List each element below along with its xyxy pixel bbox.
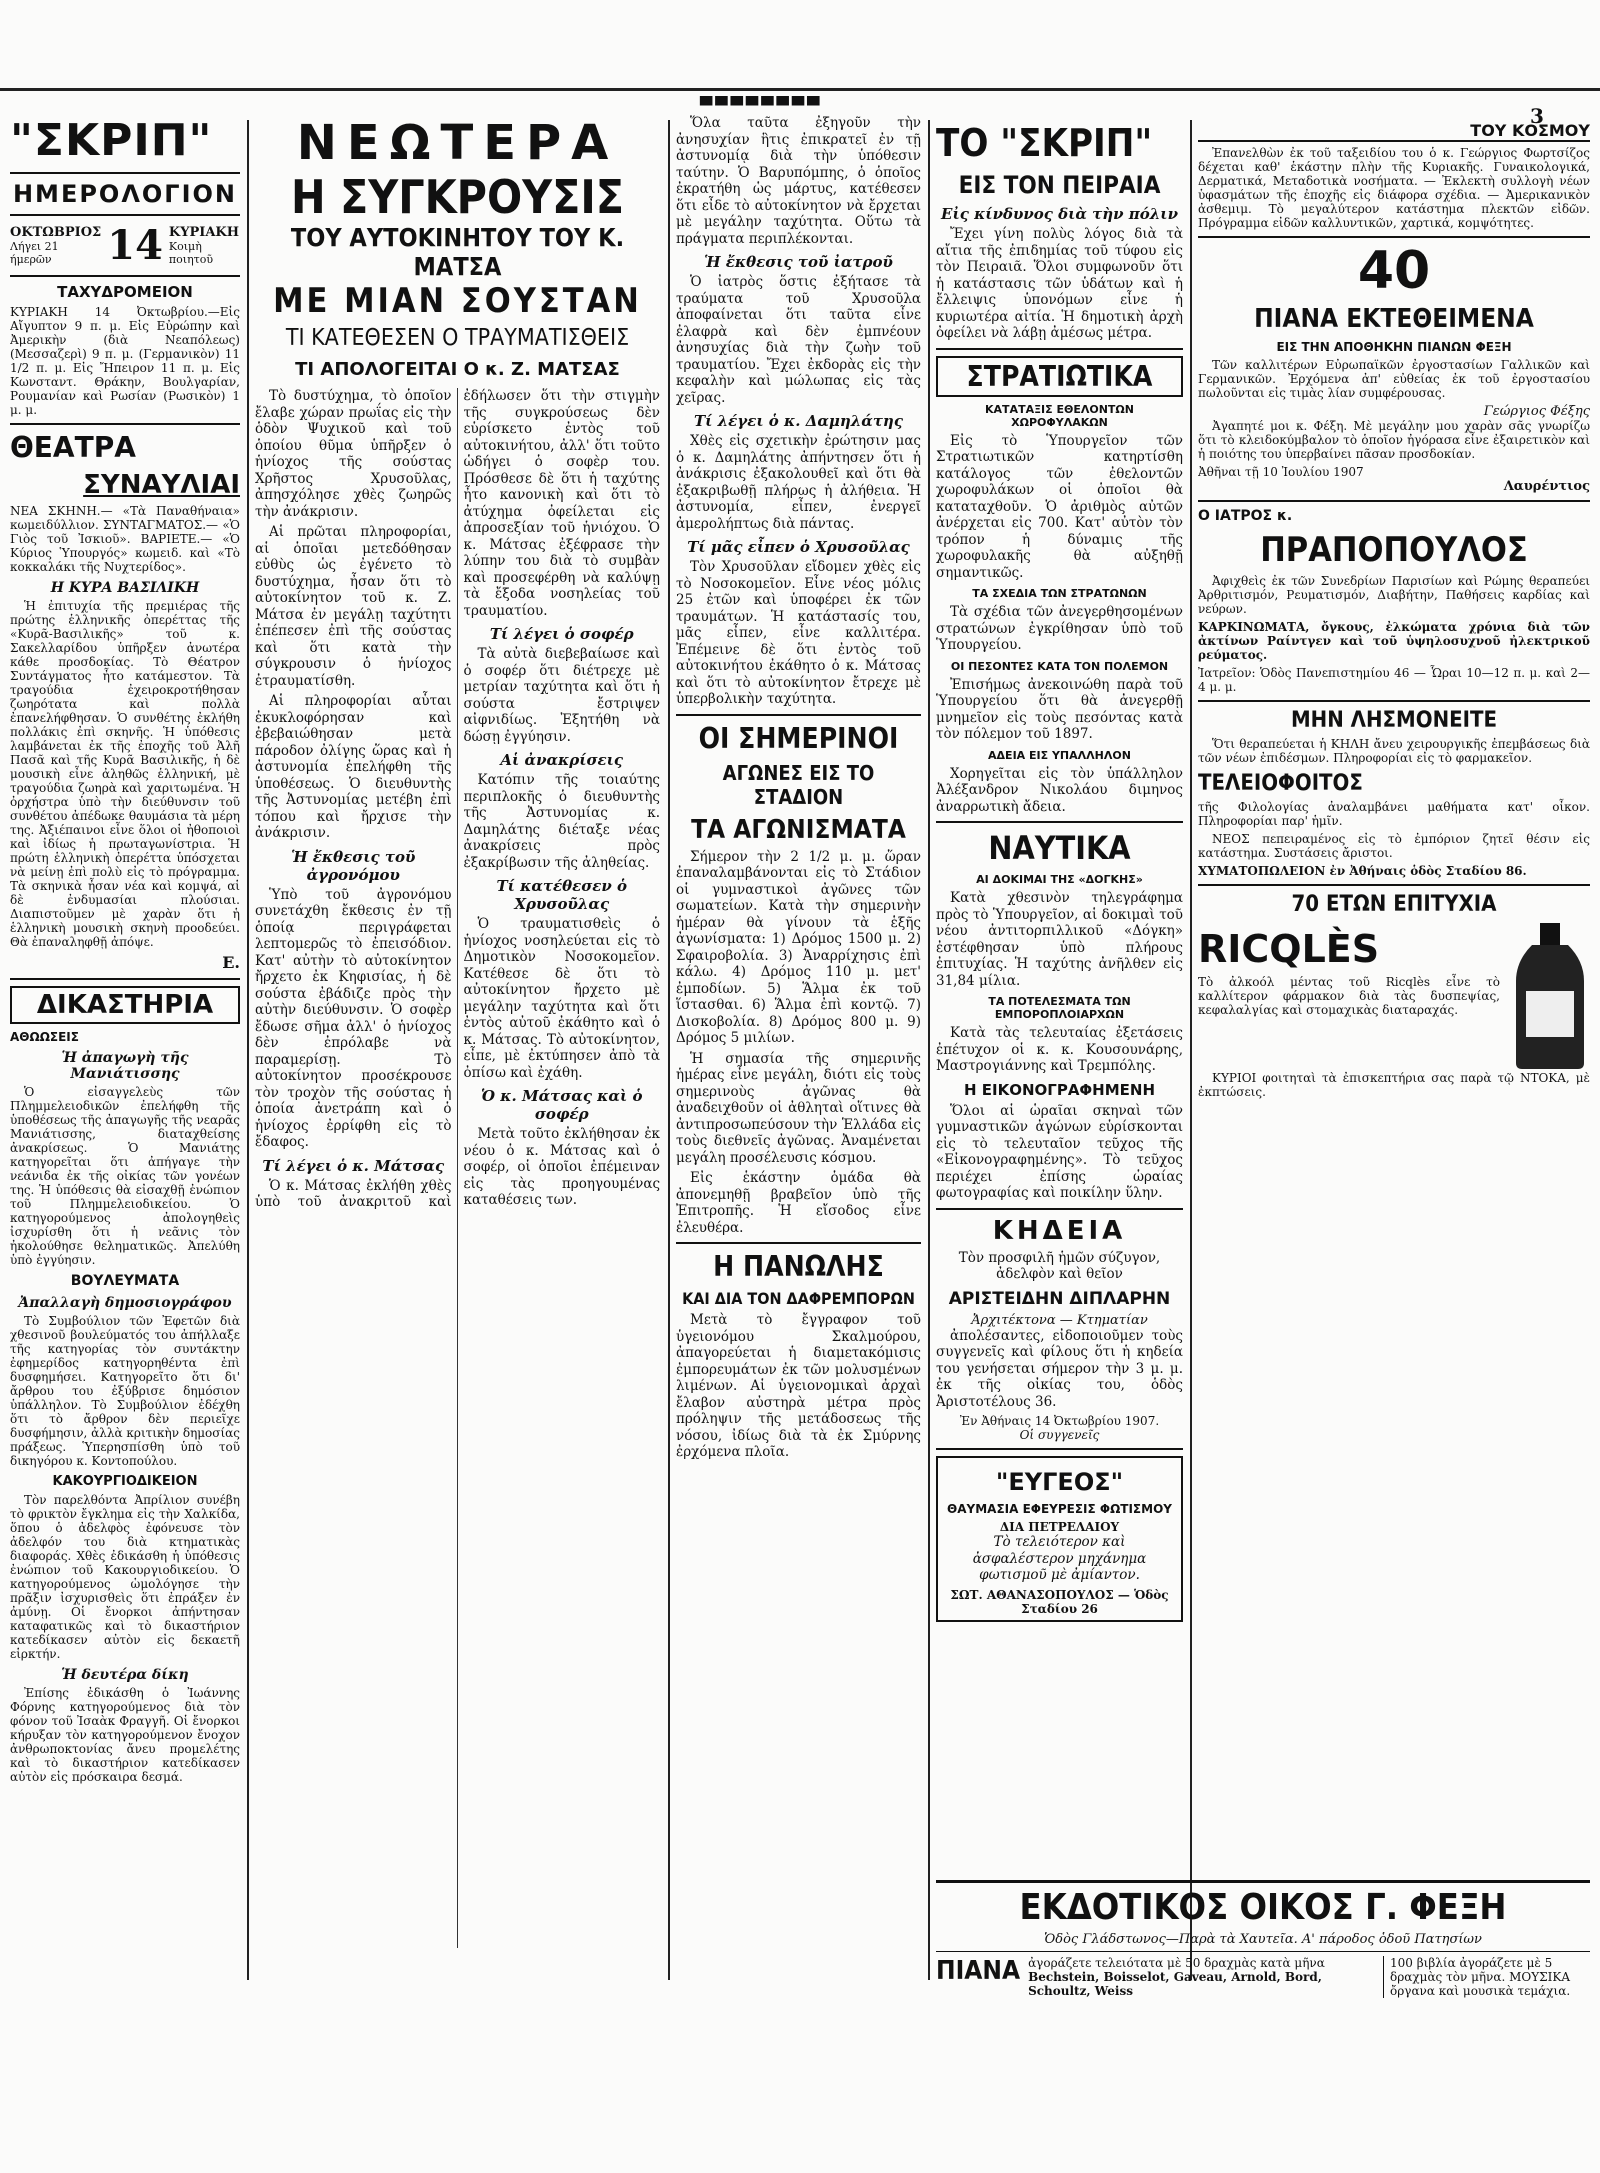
- news-paragraph: Ἡ σημασία τῆς σημερινῆς ἡμέρας εἶνε μεγάλη, διότι εἰς τοὺς σημερινοὺς ἀγῶνας θὰ ἀναδειχθοῦν οἱ ἀθληταὶ οἵτινες θὰ ἀντιπροσωπεύσουν τὴν Ἑλλάδα εἰς τοὺς διεθνεῖς ἀγῶνας. Ἀναμένεται μεγάλη προσέλευσις κόσμου.: [676, 1050, 921, 1166]
- news-subhead: Ὁ κ. Μάτσας καὶ ὁ σοφέρ: [481, 1087, 643, 1123]
- ricqles-advert: [1198, 921, 1590, 1071]
- news-paragraph: Αἱ πρῶται πληροφορίαι, αἱ ὁποῖαι μετεδόθησαν εὐθὺς ὡς ἐγένετο τὸ δυστύχημα, ἦσαν ὅτι τὸ αὐτοκίνητον τοῦ κ. Ζ. Μάτσα ἐν μεγάλῃ ταχύτητι ἐπέπεσεν ἐπὶ τῆς σούστας καὶ ὅτι κατὰ τὴν σύγκρουσιν ὁ ἡνίοχος ἐτραυματίσθη.: [255, 524, 452, 689]
- illustrated-title: Η ΕΙΚΟΝΟΓΡΑΦΗΜΕΝΗ: [963, 1080, 1156, 1099]
- job-seeker-text: ΝΕΟΣ πεπειραμένος εἰς τὸ ἐμπόριον ζητεῖ θέσιν εἰς κατάστημα. Συστάσεις ἄριστοι.: [1198, 832, 1590, 860]
- games-headline-2: ΑΓΩΝΕΣ ΕΙΣ ΤΟ ΣΤΑΔΙΟΝ: [722, 760, 875, 809]
- news-paragraph: Τὸ δυστύχημα, τὸ ὁποῖον ἔλαβε χώραν πρωΐας εἰς τὴν ὁδὸν Ψυχικοῦ καὶ τοῦ ὁποίου θῦμα ὑπῆρξεν ὁ ἡνίοχος τῆς σούστας Χρῆστος Χρυσοῦλας, ἀπησχόλησε χθὲς ζωηρῶς τὴν ἀνάκρισιν.: [255, 388, 452, 520]
- skrip-logo: "ΣΚΡΙΠ": [10, 115, 213, 166]
- article-signature: Ε.: [222, 953, 240, 972]
- courts-subtitle-1: Ἡ ἀπαγωγὴ τῆς Μανιάτισσης: [61, 1050, 189, 1082]
- news-subhead: Ἡ ἔκθεσις τοῦ ἰατροῦ: [704, 253, 893, 271]
- pianos-title: ΠΙΑΝΑ ΕΚΤΕΘΕΙΜΕΝΑ: [1254, 304, 1534, 334]
- calendar-day: 14: [107, 222, 163, 269]
- headline-testimony: ΤΙ ΚΑΤΕΘΕΣΕΝ Ο ΤΡΑΥΜΑΤΙΣΘΕΙΣ: [285, 325, 630, 351]
- news-paragraph: Μετὰ τοῦτο ἐκλήθησαν ἐκ νέου ὁ κ. Μάτσας καὶ ὁ σοφέρ, οἱ ὁποῖοι ἐπέμειναν εἰς τὰς προηγουμένας καταθέσεις των.: [463, 1126, 660, 1208]
- graduate-text: τῆς Φιλολογίας ἀναλαμβάνει μαθήματα κατ' οἶκον. Πληροφορίαι παρ' ἡμῖν.: [1198, 800, 1590, 828]
- games-headline-1: ΟΙ ΣΗΜΕΡΙΝΟΙ: [698, 721, 899, 755]
- evgeos-subtitle: ΘΑΥΜΑΣΙΑ ΕΦΕΥΡΕΣΙΣ ΦΩΤΙΣΜΟΥ: [947, 1502, 1172, 1516]
- calendar-day-note: Λήγει 21 ήμερῶν: [10, 240, 59, 266]
- news-paragraph: Εἰς τὸ Ὑπουργεῖον τῶν Στρατιωτικῶν κατηρτίσθη κατάλογος τῶν ἐθελοντῶν χωροφυλάκων οἱ ὁποῖοι θὰ καταταχθοῦν. Ὁ ἀριθμὸς αὐτῶν ἀνέρχεται εἰς 700. Κατ' αὐτὸν τὸν τρόπον ἡ δύναμις τῆς χωροφυλακῆς θὰ αὐξηθῇ σημαντικῶς.: [936, 432, 1183, 581]
- news-paragraph: Ὁ κ. Μάτσας ἐκλήθη χθὲς ὑπὸ τοῦ ἀνακριτοῦ καὶ ἐδήλωσεν ὅτι τὴν στιγμὴν τῆς συγκρούσεως δὲν εὑρίσκετο ἐντὸς τοῦ αὐτοκινήτου, ἀλλ' ὅτι τοῦτο ὡδήγει ὁ σοφὲρ του. Πρόσθεσε δὲ ὅτι ἡ ταχύτης ἦτο κανονικὴ καὶ ὅτι τὸ ἀτύχημα ὀφείλεται εἰς ἀπροσεξίαν τοῦ ἡνιόχου. Ὁ κ. Μάτσας ἐξέφρασε τὴν λύπην του διὰ τὸ συμβὰν καὶ προσεφέρθη νὰ καλύψῃ τὰ ἔξοδα νοσηλείας τοῦ τραυματίου.: [255, 388, 660, 1210]
- appeals-title: ΚΑΚΟΥΡΓΙΟΔΙΚΕΙΟΝ: [52, 1474, 198, 1489]
- evgeos-title: "ΕΥΓΕΟΣ": [995, 1468, 1124, 1496]
- funeral-title: ΚΗΔΕΙΑ: [992, 1215, 1127, 1246]
- ricqles-text: Τὸ ἀλκοόλ μέντας τοῦ Ricqlès εἶνε τὸ καλλίτερον φάρμακον διὰ τὰς δυσπεψίας, κεφαλαλγίας καὶ στομαχικὰς διαταραχάς.: [1198, 975, 1500, 1017]
- courts-subtitle-2: Ἀπαλλαγὴ δημοσιογράφου: [18, 1295, 232, 1311]
- news-article-body: [255, 388, 660, 1948]
- calendar-box: [10, 222, 240, 269]
- column-news: [255, 115, 660, 1985]
- plague-headline: Η ΠΑΝΩΛΗΣ: [713, 1250, 884, 1283]
- publisher-offers: [936, 1956, 1590, 1998]
- column-rule: [1190, 120, 1192, 1980]
- news-subhead: Τί κατέθεσεν ὁ Χρυσοῦλας: [496, 877, 628, 913]
- headline-defence: ΤΙ ΑΠΟΛΟΓΕΙΤΑΙ Ο κ. Ζ. ΜΑΤΣΑΣ: [295, 359, 620, 380]
- pianos-subtitle: ΕΙΣ ΤΗΝ ΑΠΟΘΗΚΗΝ ΠΙΑΝΩΝ ΦΕΞΗ: [1276, 340, 1512, 354]
- column-rule: [928, 120, 930, 1980]
- news-paragraph: Ὅλα ταῦτα ἐξηγοῦν τὴν ἀνησυχίαν ἣτις ἐπικρατεῖ ἐν τῇ ἀστυνομίᾳ διὰ τὴν ὑπόθεσιν ταύτην. Ὁ Βαρυπόμπης, ὁ ὁποῖος ἐκρατήθη ὡς μάρτυς, κατέθεσεν ὅτι εἶδε τὸ αὐτοκίνητον νὰ ἔρχεται μὲ μεγάλην ταχύτητα. Οὕτω τὰ πράγματα περιπλέκονται.: [676, 115, 921, 247]
- news-subhead: ΤΑ ΣΧΕΔΙΑ ΤΩΝ ΣΤΡΑΤΩΝΩΝ: [972, 587, 1147, 600]
- news-subhead: ΟΙ ΠΕΣΟΝΤΕΣ ΚΑΤΑ ΤΟΝ ΠΟΛΕΜΟΝ: [950, 659, 1169, 673]
- cancer-text: ΚΑΡΚΙΝΩΜΑΤΑ, ὄγκους, ἐλκώματα χρόνια διὰ τῶν ἀκτίνων Ραίντγεν καὶ τοῦ ὑψηλοσυχνοῦ ἠλεκτρικοῦ ρεύματος.: [1198, 620, 1590, 662]
- news-subhead: ΤΑ ΠΟΤΕΛΕΣΜΑΤΑ ΤΩΝ ΕΜΠΟΡΟΠΛΟΙΑΡΧΩΝ: [988, 995, 1131, 1021]
- news-subhead: Τί λέγει ὁ κ. Μάτσας: [262, 1156, 445, 1175]
- evgeos-subtitle-2: ΔΙΑ ΠΕΤΡΕΛΑΙΟΥ: [999, 1520, 1120, 1534]
- column-rule: [668, 120, 670, 1980]
- news-paragraph: Εἰς ἑκάστην ὁμάδα θὰ ἀπονεμηθῇ βραβεῖον ὑπὸ τῆς Ἐπιτροπῆς. Ἡ εἴσοδος εἶνε ἐλευθέρα.: [676, 1170, 921, 1236]
- calendar-title: ΗΜΕΡΟΛΟΓΙΟΝ: [12, 180, 238, 208]
- publisher-address: Ὁδὸς Γλάδστωνος—Παρὰ τὰ Χαυτεῖα. Α' πάροδος ὁδοῦ Πατησίων: [1044, 1932, 1482, 1947]
- news-paragraph: Χορηγεῖται εἰς τὸν ὑπάλληλον Ἀλέξανδρον Νικολάου διμηνος ἀναρρωτικὴ ἄδεια.: [936, 765, 1183, 815]
- courts-subtitle-3: Ἡ δευτέρα δίκη: [61, 1667, 189, 1683]
- naval-title: ΝΑΥΤΙΚΑ: [988, 829, 1131, 867]
- column-sports: [676, 115, 921, 1985]
- news-paragraph: Κατὰ χθεσινὸν τηλεγράφημα πρὸς τὸ Ὑπουργεῖον, αἱ δοκιμαὶ τοῦ νέου ἀντιτορπιλλικοῦ «Δόγκη» ἐστέφθησαν ὑπὸ πλήρους ἐπιτυχίας. Ἡ ταχύτης ἀνῆλθεν εἰς 31,84 μίλια.: [936, 890, 1183, 989]
- funeral-mourners: Οἱ συγγενεῖς: [1019, 1428, 1100, 1442]
- calendar-month: ΟΚΤΩΒΡΙΟΣ: [10, 225, 102, 240]
- pianos-number: 40: [1357, 241, 1431, 301]
- news-subhead: Τί λέγει ὁ κ. Δαμηλάτης: [694, 412, 903, 430]
- letter-recipient: Γεώργιος Φέξης: [1483, 404, 1590, 419]
- news-subhead: Ἡ ἔκθεσις τοῦ ἀγρονόμου: [291, 847, 416, 884]
- column-rule: [247, 120, 249, 1980]
- queen-text: Ἡ ἐπιτυχία τῆς πρεμιέρας τῆς πρώτης ἑλληνικῆς ὀπερέττας τῆς «Κυρᾶ-Βασιλικῆς» τοῦ κ. Σακελλαρίδου ὑπῆρξεν ἀνωτέρα κάθε προσδοκίας. Τὸ Θέατρον Συντάγματος ἦτο κατάμεστον. Τὰ τραγούδια ἐχειροκροτήθησαν ζωηρότατα καὶ πολλὰ ἐπανελήφθησαν. Ὁ συνθέτης ἐκλήθη πολλάκις ἐπὶ σκηνῆς. Ἡ ὑπόθεσις λαμβάνεται ἐκ τῆς ἐποχῆς τοῦ Ἀλῆ Πασᾶ καὶ τῆς Κυρᾶ Βασιλικῆς, ἡ δὲ μουσικὴ εἶνε ἀληθῶς ἑλληνική, μὲ τραγούδια ζωηρὰ καὶ χαριτωμένα. Ἡ ὀρχήστρα ὑπὸ τὴν διεύθυνσιν τοῦ συνθέτου ἀπέδωκε θαυμάσια τὰ μέρη της. Ἀξιέπαινοι εἶνε ὅλοι οἱ ἠθοποιοὶ καὶ ἰδίως ἡ πρωταγωνίστρια. Ἡ πρώτη ἑλληνικὴ ὀπερέττα ὑπόσχεται νὰ μείνῃ ἐπὶ πολὺ εἰς τὸ πρόγραμμα. Τὰ σκηνικὰ ἦσαν νέα καὶ κομψά, αἱ δὲ ἐνδυμασίαι πλούσιαι. Διαπιστοῦμεν μὲ χαρὰν ὅτι ἡ ἑλληνικὴ μουσικὴ σκηνὴ προοδεύει. Θὰ ἐπαναληφθῇ ἀπόψε.: [10, 599, 240, 949]
- evgeos-address: ΣΩΤ. ΑΘΑΝΑΣΟΠΟΥΛΟΣ — Ὁδὸς Σταδίου 26: [950, 1587, 1169, 1616]
- piana-label: ΠΙΑΝΑ: [936, 1956, 1021, 1986]
- news-paragraph: Ἔχει γίνη πολὺς λόγος διὰ τὰ αἴτια τῆς ἐπιδημίας τοῦ τύφου εἰς τὸν Πειραιᾶ. Ὅλοι συμφωνοῦν ὅτι ἡ κατάστασις τῶν ὑδάτων καὶ ἡ ἔλλειψις ὑπονόμων εἶνε ἡ κυριωτέρα αἰτία. Ἡ δημοτικὴ ἀρχὴ ὀφείλει νὰ λάβῃ ἀμέσως μέτρα.: [936, 226, 1183, 341]
- news-subhead: Τί λέγει ὁ σοφέρ: [489, 625, 634, 643]
- news-paragraph: Τὸν Χρυσοῦλαν εἴδομεν χθὲς εἰς τὸ Νοσοκομεῖον. Εἶνε νέος μόλις 25 ἐτῶν καὶ ὑποφέρει ἐκ τῶν τραυμάτων. Ἡ κατάστασίς του, μᾶς εἶπεν, εἶνε καλλιτέρα. Ἐπέμεινε δὲ ὅτι ἐντὸς τοῦ αὐτοκινήτου ἐκάθητο ὁ κ. Μάτσας καὶ ὅτι τὸ αὐτοκίνητον ἔτρεχε μὲ ὑπερβολικὴν ταχύτητα.: [676, 559, 921, 707]
- top-rule: [0, 88, 1600, 91]
- news-subhead: ΚΑΤΑΤΑΞΙΣ ΕΘΕΛΟΝΤΩΝ ΧΩΡΟΦΥΛΑΚΩΝ: [985, 402, 1134, 429]
- cosmos-text: Ἐπανελθὼν ἐκ τοῦ ταξειδίου του ὁ κ. Γεώργιος Φωρτσίζος δέχεται καθ' ἑκάστην πλὴν τῆς Κυριακῆς. Γυναικολογικά, Δερματικά, Μεταδοτικὰ νοσήματα. — Ἐκλεκτὴ συλλογὴ νέων ὑφασμάτων τῆς ἐποχῆς εἰς διάφορα σχέδια. — Ἀμερικανικὸν ἀσθεμιμ. Τὸ μεγαλύτερον κατάστημα πλεκτῶν εἰδῶν. Πρόγραμμα εἰδῶν καλλυντικῶν, χαρτικά, κομψότητες.: [1198, 146, 1590, 230]
- news-subhead: ΑΔΕΙΑ ΕΙΣ ΥΠΑΛΛΗΛΟΝ: [988, 748, 1131, 762]
- theatre-text: ΝΕΑ ΣΚΗΝΗ.— «Τὰ Παναθήναια» κωμειδύλλιον. ΣΥΝΤΑΓΜΑΤΟΣ.— «Ὁ Γιὸς τοῦ Ἰσκιοῦ». ΒΑΡΙΕΤΕ.— «Ὁ Κύριος Ὑπουργός» κωμειδ. καὶ «Τὸ κοκκαλάκι τῆς Νυχτερίδος».: [10, 504, 240, 574]
- cosmos-title: ΤΟΥ ΚΟΣΜΟΥ: [1198, 121, 1590, 142]
- news-paragraph: Τὰ αὐτὰ διεβεβαίωσε καὶ ὁ σοφέρ ὅτι διέτρεχε μὲ μετρίαν ταχύτητα καὶ ὅτι ἡ σούστα ἔστριψεν αἰφνιδίως. Ἐξητήθη νὰ δώσῃ ἐγγύησιν.: [463, 646, 660, 745]
- funeral-name: ΑΡΙΣΤΕΙΔΗΝ ΔΙΠΛΑΡΗΝ: [948, 1288, 1171, 1309]
- news-section-title: ΝΕΩΤΕΡΑ: [296, 115, 619, 171]
- queen-title: Η ΚΥΡΑ ΒΑΣΙΛΙΚΗ: [50, 580, 200, 596]
- letter-signature: Λαυρέντιος: [1503, 479, 1590, 494]
- courts-text-3: Τὸν παρελθόντα Ἀπρίλιον συνέβη τὸ φρικτὸν ἔγκλημα εἰς τὴν Χαλκίδα, ὅπου ὁ ἀδελφὸς ἐφόνευσε τὸν ἀδελφόν του διὰ κτηματικὰς διαφοράς. Χθὲς ἐδικάσθη ἡ ὑπόθεσις ἐνώπιον τοῦ Κακουργιοδικείου. Ὁ κατηγορούμενος ὡμολόγησε τὴν πρᾶξιν ἰσχυρισθεὶς ὅτι ἐπράξεν ἐν ἀμύνῃ. Οἱ ἔνορκοι ἀπήντησαν καταφατικῶς καὶ τὸ δικαστήριον κατεδίκασεν αὐτὸν εἰς δεκαετῆ εἱρκτήν.: [10, 1493, 240, 1661]
- funeral-text: ἀπολέσαντες, εἰδοποιοῦμεν τοὺς συγγενεῖς καὶ φίλους ὅτι ἡ κηδεία του γενήσεται σήμερον τὴν 3 μ. μ. ἐκ τῆς οἰκίας του, ὁδὸς Ἀριστοτέλους 36.: [936, 1327, 1183, 1410]
- calendar-weekday: ΚΥΡΙΑΚΗ: [168, 225, 240, 240]
- news-paragraph: Ὁ τραυματισθεὶς ὁ ἡνίοχος νοσηλεύεται εἰς τὸ Δημοτικὸν Νοσοκομεῖον. Κατέθεσε δὲ ὅτι τὸ αὐτοκίνητον ἤρχετο μὲ μεγάλην ταχύτητα καὶ ὅτι ἐντὸς αὐτοῦ ἐκάθητο καὶ ὁ κ. Μάτσας. Τὸ αὐτοκίνητον, εἶπε, μὲ ἐκτύπησεν ἀπὸ τὰ ὀπίσω καὶ ἐχάθη.: [463, 916, 660, 1081]
- doctor-name: ΠΡΑΠΟΠΟΥΛΟΣ: [1260, 530, 1528, 570]
- funeral-date: Ἐν Ἀθήναις 14 Ὀκτωβρίου 1907.: [959, 1414, 1160, 1428]
- funeral-role: Ἀρχιτέκτονα — Κτηματίαν: [971, 1312, 1148, 1328]
- publisher-banner: [936, 1880, 1590, 1998]
- news-subhead: Εἰς κίνδυνος διὰ τὴν πόλιν: [941, 205, 1178, 223]
- military-title: ΣΤΡΑΤΙΩΤΙΚΑ: [936, 356, 1183, 397]
- courts-title: ΔΙΚΑΣΤΗΡΙΑ: [10, 986, 240, 1024]
- news-paragraph: Μετὰ τὸ ἔγγραφον τοῦ ὑγειονόμου Σκαλμούρου, ἀπαγορεύεται ἡ διαμετακόμισις ἐμπορευμάτων ἐκ τῶν μολυσμένων λιμένων. Αἱ ὑγειονομικαὶ ἀρχαὶ ἔλαβον αὐστηρὰ μέτρα πρὸς πρόληψιν τῆς μετάδοσεως τῆς νόσου, ἰδίως διὰ τὰ ἐκ Σμύρνης ἐρχόμενα πλοῖα.: [676, 1312, 921, 1460]
- news-paragraph: Αἱ πληροφορίαι αὗται ἐκυκλοφόρησαν καὶ ἐβεβαιώθησαν μετὰ πάροδον ὀλίγης ὥρας καὶ ἡ ἀστυνομία ἐπελήφθη τῆς ὑποθέσεως. Ὁ διευθυντὴς τῆς Ἀστυνομίας μετέβη ἐπὶ τόπου καὶ ἤρχισε τὴν ἀνάκρισιν.: [255, 693, 452, 841]
- letter-text: Ἀγαπητέ μοι κ. Φέξη. Μὲ μεγάλην μου χαρὰν σᾶς γνωρίζω ὅτι τὸ κλειδοκύμβαλον τὸ ὁποῖον ἠγόρασα εἶνε ἐξαιρετικὸν καὶ ἡ ποιότης του ὑπερβαίνει πᾶσαν προσδοκίαν.: [1198, 419, 1590, 461]
- news-paragraph: Σήμερον τὴν 2 1/2 μ. μ. ὥραν ἐπαναλαμβάνονται εἰς τὸ Στάδιον οἱ γυμναστικοὶ ἀγῶνες τῶν σωματείων. Κατὰ τὴν σημερινὴν ἡμέραν θὰ γίνουν τὰ ἑξῆς ἀγωνίσματα: 1) Δρόμος 1500 μ. 2) Σφαιροβολία. 3) Ἀναρρίχησις ἐπὶ κάλω. 4) Δρόμος 110 μ. μετ' ἐμποδίων. 5) Ἅλμα ἐκ τοῦ ἵστασθαι. 6) Ἅλμα ἐπὶ κοντῷ. 7) Δισκοβολία. 8) Δρόμος 800 μ. 9) Δρόμος 5 μιλίων.: [676, 848, 921, 1046]
- news-subhead: Αἱ ἀνακρίσεις: [500, 751, 624, 769]
- books-offer: 100 βιβλία ἀγοράζετε μὲ 5 δραχμὰς τὸν μῆνα. ΜΟΥΣΙΚΑ ὄργανα καὶ μουσικὰ τεμάχια.: [1383, 1956, 1590, 1998]
- news-subhead: Τί μᾶς εἶπεν ὁ Χρυσοῦλας: [687, 538, 910, 556]
- ricqles-pretitle: 70 ΕΤΩΝ ΕΠΙΤΥΧΙΑ: [1291, 892, 1497, 917]
- publisher-title: ΕΚΔΟΤΙΚΟΣ ΟΙΚΟΣ Γ. ΦΕΞΗ: [1019, 1887, 1507, 1928]
- plague-subheadline: ΚΑΙ ΔΙΑ ΤΟΝ ΔΑΦΡΕΜΠΟΡΩΝ: [682, 1289, 915, 1308]
- news-paragraph: Ἐπισήμως ἀνεκοινώθη παρὰ τοῦ Ὑπουργείου ὅτι θὰ ἀνεγερθῇ μνημεῖον εἰς τοὺς πεσόντας κατὰ τὸν πόλεμον τοῦ 1897.: [936, 676, 1183, 742]
- post-title: ΤΑΧΥΔΡΟΜΕΙΟΝ: [57, 283, 193, 301]
- piana-brands: Bechstein, Boisselot, Gaveau, Arnold, Bord, Schoultz, Weiss: [1028, 1970, 1322, 1998]
- pianos-text: Τῶν καλλιτέρων Εὐρωπαϊκῶν ἐργοστασίων Γαλλικῶν καὶ Γερμανικῶν. Ἐρχόμενα ἀπ' εὐθείας ἐκ τοῦ ἐργοστασίου πωλοῦνται εἰς τιμὰς λίαν συμφέρουσας.: [1198, 358, 1590, 400]
- news-paragraph: Κατὰ τὰς τελευταίας ἐξετάσεις ἐπέτυχον οἱ κ. κ. Κουσουνάρης, Μαστρογιάννης καὶ Τρεμπόλης.: [936, 1025, 1183, 1074]
- decrees-title: ΒΟΥΛΕΥΜΑΤΑ: [70, 1273, 180, 1289]
- column-piraeus: [936, 115, 1183, 1985]
- acquittals-label: ΑΘΩΩΣΕΙΣ: [10, 1030, 79, 1044]
- headline-collision: Η ΣΥΓΚΡΟΥΣΙΣ: [290, 170, 625, 224]
- ricqles-bottle-icon: [1510, 921, 1590, 1071]
- page-number: 3: [1530, 104, 1544, 128]
- column-adverts: [1198, 115, 1590, 1875]
- piraeus-headline-2: ΕΙΣ ΤΟΝ ΠΕΙΡΑΙΑ: [958, 171, 1161, 199]
- games-headline-3: ΤΑ ΑΓΩΝΙΣΜΑΤΑ: [691, 814, 906, 845]
- news-paragraph: Χθὲς εἰς σχετικὴν ἐρώτησιν μας ὁ κ. Δαμηλάτης ἀπήντησεν ὅτι ἡ ἀνάκρισις ἐξακολουθεῖ καὶ ὅτι θὰ ἐξακριβωθῇ πλήρως ἡ ἀλήθεια. Ἡ ἀστυνομία, εἶπεν, ἐνεργεῖ ἀμερολήπτως διὰ πάντας.: [676, 433, 921, 532]
- remember-title: ΜΗΝ ΛΗΣΜΟΝΕΙΤΕ: [1290, 708, 1498, 733]
- evgeos-text: Τὸ τελειότερον καὶ ἀσφαλέστερον μηχάνημα φωτισμοῦ μὲ ἀμίαντον.: [972, 1534, 1147, 1583]
- courts-text-2: Τὸ Συμβούλιον τῶν Ἐφετῶν διὰ χθεσινοῦ βουλεύματός του ἀπήλλαξε τῆς κατηγορίας τὸν συντάκτην ἐφημερίδος κατηγορηθέντα ἐπὶ δυσφημήσει. Κατηγορεῖτο ὅτι δι' ἄρθρου του ἐξύβρισε δημόσιον ὑπάλληλον. Τὸ Συμβούλιον ἐδέχθη ὅτι τὸ ἄρθρον δὲν περιεῖχε δυσφήμησιν, ἀλλὰ κριτικὴν δημοσίας πράξεως. Ὑπερησπίσθη ὑπὸ τοῦ δικηγόρου κ. Κοντοπούλου.: [10, 1314, 240, 1468]
- news-paragraph: Τὰ σχέδια τῶν ἀνεγερθησομένων στρατώνων ἐγκρίθησαν ὑπὸ τοῦ Ὑπουργείου.: [936, 604, 1183, 653]
- funeral-text: Τὸν προσφιλῆ ἡμῶν σύζυγον, ἀδελφὸν καὶ θεῖον: [958, 1249, 1161, 1282]
- headline-soustan: ΜΕ ΜΙΑΝ ΣΟΥΣΤΑΝ: [273, 281, 642, 321]
- shop-text: ΧΥΜΑΤΟΠΩΛΕΙΟΝ ἐν Ἀθήναις ὁδὸς Σταδίου 86.: [1198, 864, 1527, 878]
- headline-car: ΤΟΥ ΑΥΤΟΚΙΝΗΤΟΥ ΤΟΥ Κ. ΜΑΤΣΑ: [290, 223, 625, 281]
- ricqles-brand: RICQLÈS: [1198, 927, 1380, 971]
- calendar-note: Κοιμὴ ποιητοῦ: [168, 240, 214, 266]
- theatre-title: ΘΕΑΤΡΑ: [10, 431, 136, 464]
- letter-date: Ἀθῆναι τῇ 10 Ἰουλίου 1907: [1198, 465, 1364, 479]
- piraeus-headline-1: ΤΟ "ΣΚΡΙΠ": [936, 121, 1153, 165]
- remember-text: Ὅτι θεραπεύεται ἡ ΚΗΛΗ ἄνευ χειρουργικῆς ἐπεμβάσεως διὰ τῶν νέων ἐπιδέσμων. Πληροφορίαι εἰς τὸ φαρμακεῖον.: [1198, 737, 1590, 765]
- evgeos-advert: [936, 1456, 1183, 1622]
- masthead-ornament: ▀▀▀▀▀▀▀▀: [700, 96, 823, 115]
- courts-text-4: Ἐπίσης ἐδικάσθη ὁ Ἰωάννης Φόρνης κατηγορούμενος διὰ τὸν φόνον τοῦ Ἰσαὰκ Φραγγῆ. Οἱ ἔνορκοι κήρυξαν τὸν κατηγορούμενον ἔνοχον ἀνθρωποκτονίας ἄνευ προμελέτης καὶ τὸ δικαστήριον κατεδίκασεν αὐτὸν εἰς πρόσκαιρα δεσμά.: [10, 1686, 240, 1784]
- news-paragraph: Ὅλοι αἱ ὡραῖαι σκηναὶ τῶν γυμναστικῶν ἀγώνων εὑρίσκονται εἰς τὸ τελευταῖον τεῦχος τῆς «Εἰκονογραφημένης». Τὸ τεῦχος περιέχει ἐπίσης ὡραίας φωτογραφίας καὶ ποικίλην ὕλην.: [936, 1102, 1183, 1201]
- clinic-text: Ἰατρεῖον: Ὁδὸς Πανεπιστημίου 46 — Ὧραι 10—12 π. μ. καὶ 2—4 μ. μ.: [1198, 666, 1590, 694]
- graduate-title: ΤΕΛΕΙΟΦΟΙΤΟΣ: [1198, 771, 1363, 796]
- doctor-tag: Ο ΙΑΤΡΟΣ κ.: [1198, 508, 1293, 524]
- news-paragraph: Ὑπὸ τοῦ ἀγρονόμου συνετάχθη ἔκθεσις ἐν τῇ ὁποίᾳ περιγράφεται λεπτομερῶς τὸ ἐπεισόδιον. Κατ' αὐτὴν τὸ αὐτοκίνητον ἤρχετο ἐκ Κηφισίας, ἡ δὲ σούστα ἐβάδιζε πρὸς τὴν αὐτὴν διεύθυνσιν. Ὁ σοφὲρ ἔδωσε σῆμα ἀλλ' ὁ ἡνίοχος δὲν ἐπρόλαβε νὰ παραμερίσῃ. Τὸ αὐτοκίνητον προσέκρουσε τὸν τροχὸν τῆς σούστας ἡ ὁποία ἀνετράπη καὶ ὁ ἡνίοχος ἐρρίφθη εἰς τὸ ἔδαφος.: [255, 886, 452, 1150]
- column-calendar: [10, 115, 240, 1985]
- concerts-title: ΣΥΝΑΥΛΙΑΙ: [83, 470, 240, 500]
- news-paragraph: Κατόπιν τῆς τοιαύτης περιπλοκῆς ὁ διευθυντὴς τῆς Ἀστυνομίας κ. Δαμηλάτης διέταξε νέας ἀνακρίσεις πρὸς ἐξακρίβωσιν τῆς ἀληθείας.: [463, 772, 660, 871]
- piana-text: ἀγοράζετε τελειότατα μὲ 50 δραχμὰς κατὰ μῆνα: [1028, 1956, 1325, 1970]
- doctor-text: Ἀφιχθεὶς ἐκ τῶν Συνεδρίων Παρισίων καὶ Ρώμης θεραπεύει Ἀρθριτισμόν, Ρευματισμόν, Διαβήτην, Παθήσεις καρδίας καὶ νεύρων.: [1198, 574, 1590, 616]
- students-text: ΚΥΡΙΟΙ φοιτηταὶ τὰ ἐπισκεπτήρια σας παρὰ τῷ ΝΤΟΚΑ, μὲ ἐκπτώσεις.: [1198, 1071, 1590, 1099]
- post-text: ΚΥΡΙΑΚΗ 14 Ὀκτωβρίου.—Εἰς Αἴγυπτον 9 π. μ. Εἰς Εὐρώπην καὶ Ἀμερικὴν (διὰ Νεαπόλεως) (Μεσσαζερὶ) 9 π. μ. (Γερμανικὸν) 11 1/2 π. μ. Εἰς Ἤπειρον 11 π. μ. Εἰς Κωνσταντ. Θράκην, Βουλγαρίαν, Ρουμανίαν καὶ Ρωσίαν (Ρωσικὸν) 1 μ. μ.: [10, 305, 240, 417]
- news-subhead: ΑΙ ΔΟΚΙΜΑΙ ΤΗΣ «ΔΟΓΚΗΣ»: [976, 873, 1143, 886]
- courts-text-1: Ὁ εἰσαγγελεὺς τῶν Πλημμελειοδικῶν ἐπελήφθη τῆς ὑποθέσεως τῆς ἀπαγωγῆς τῆς νεαρᾶς Μανιάτισσης, διαταχθείσης ἀνακρίσεως. Ὁ Μανιάτης κατηγορεῖται ὅτι ἀπήγαγε τὴν νεάνιδα ἐκ τῆς οἰκίας τῶν γονέων της. Ἡ ὑπόθεσις θὰ εἰσαχθῇ ἐνώπιον τοῦ Πλημμελειοδικείου. Ὁ κατηγορούμενος ἀπολογηθεὶς ἰσχυρίσθη ὅτι ἡ νεᾶνις τὸν ἠκολούθησε θεληματικῶς. Ἀπελύθη ὑπὸ ἐγγύησιν.: [10, 1085, 240, 1267]
- news-paragraph: Ὁ ἰατρὸς ὅστις ἐξήτασε τὰ τραύματα τοῦ Χρυσοῦλα ἀποφαίνεται ὅτι ταῦτα εἶνε ἐλαφρὰ καὶ δὲν ἐμπνέουν ἀνησυχίας διὰ τὴν ζωὴν τοῦ τραυματίου. Ἔχει ἐκδορὰς εἰς τὴν κεφαλὴν καὶ μώλωπας εἰς τὰς χεῖρας.: [676, 274, 921, 406]
